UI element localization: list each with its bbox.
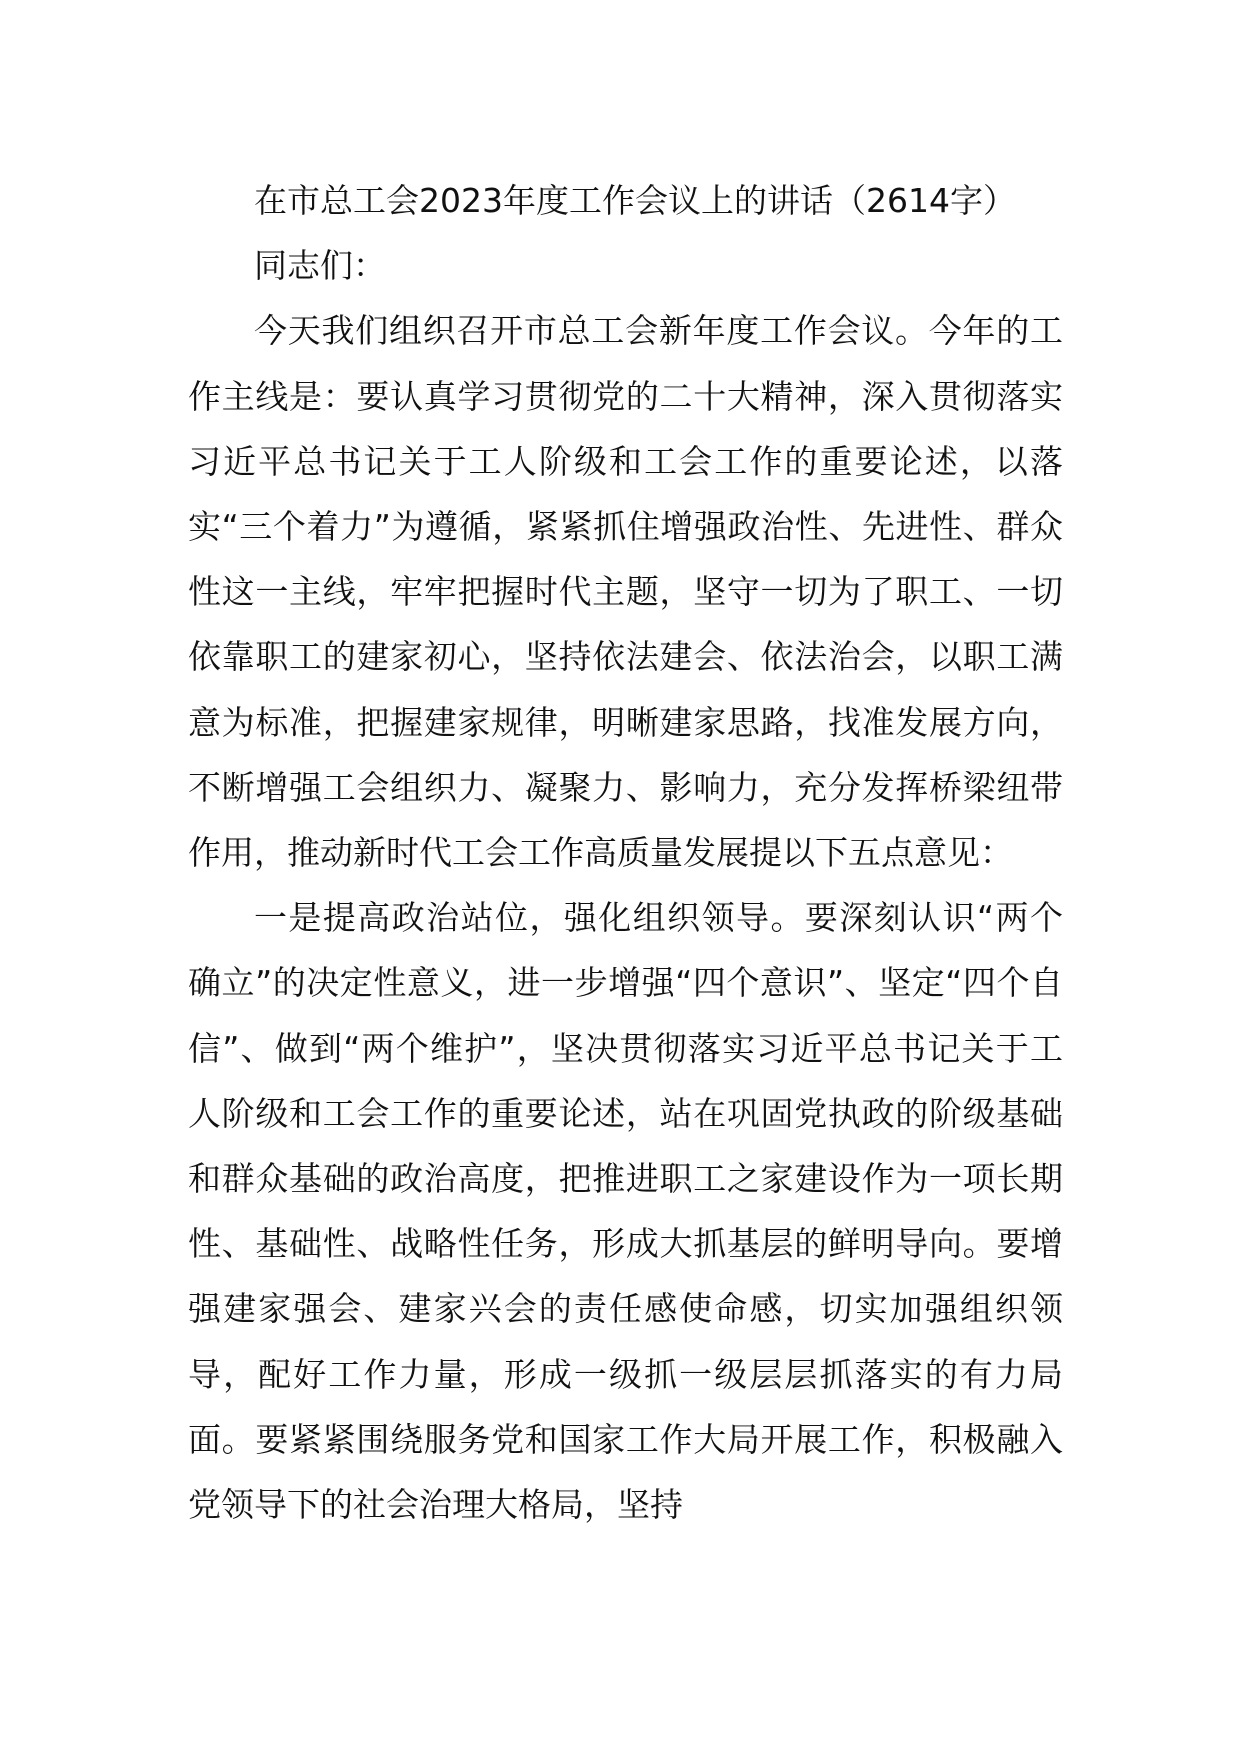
paragraph-point-one: 一是提高政治站位，强化组织领导。要深刻认识“两个确立”的决定性意义，进一步增强“四个意识”、坚定“四个自信”、做到“两个维护”，坚决贯彻落实习近平总书记关于工人阶级和工会工作的重要论述，站在巩固党执政的阶级基础和群众基础的政治高度，把推进职工之家建设作为一项长期性、基础性、战略性任务，形成大抓基层的鲜明导向。要增强建家强会、建家兴会的责任感使命感，切实加强组织领导，配好工作力量，形成一级抓一级层层抓落实的有力局面。要紧紧围绕服务党和国家工作大局开展工作，积极融入党领导下的社会治理大格局，坚持 <box>188 898 1063 1525</box>
paragraph-intro: 今天我们组织召开市总工会新年度工作会议。今年的工作主线是：要认真学习贯彻党的二十大精神，深入贯彻落实习近平总书记关于工人阶级和工会工作的重要论述，以落实“三个着力”为遵循，紧紧抓住增强政治性、先进性、群众性这一主线，牢牢把握时代主题，坚守一切为了职工、一切依靠职工的建家初心，坚持依法建会、依法治会，以职工满意为标准，把握建家规律，明晰建家思路，找准发展方向，不断增强工会组织力、凝聚力、影响力，充分发挥桥梁纽带作用，推动新时代工会工作高质量发展提以下五点意见： <box>188 311 1063 873</box>
document-title: 在市总工会2023年度工作会议上的讲话（2614字） <box>254 181 1016 220</box>
document-body <box>188 168 1063 1537</box>
greeting: 同志们： <box>254 246 386 286</box>
